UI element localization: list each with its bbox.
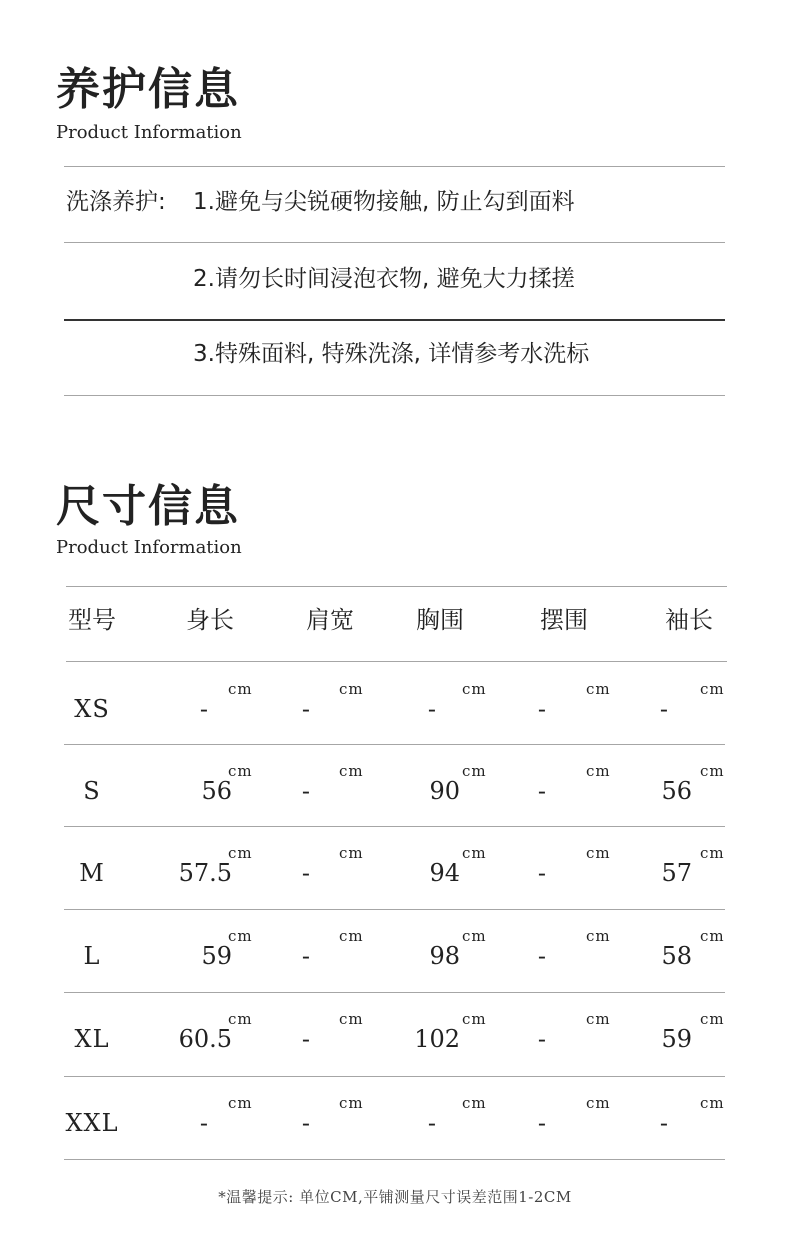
unit-label: cm: [586, 680, 611, 698]
size-value: 57.5: [178, 859, 232, 887]
unit-label: cm: [586, 762, 611, 780]
unit-label: cm: [700, 1010, 725, 1028]
size-value: -: [537, 1109, 546, 1137]
divider: [64, 992, 725, 993]
unit-label: cm: [228, 844, 253, 862]
unit-label: cm: [339, 762, 364, 780]
size-label: L: [83, 942, 101, 970]
unit-label: cm: [339, 844, 364, 862]
size-label: XS: [74, 695, 110, 723]
unit-label: cm: [700, 1094, 725, 1112]
unit-label: cm: [462, 1094, 487, 1112]
unit-label: cm: [339, 1010, 364, 1028]
size-value: 98: [429, 942, 460, 970]
unit-label: cm: [586, 927, 611, 945]
size-value: 56: [201, 777, 232, 805]
unit-label: cm: [228, 680, 253, 698]
size-value: -: [537, 695, 546, 723]
divider: [64, 242, 725, 243]
size-value: -: [659, 695, 668, 723]
unit-label: cm: [339, 1094, 364, 1112]
size-value: -: [301, 942, 310, 970]
care-item-2: 2.请勿长时间浸泡衣物, 避免大力揉搓: [193, 266, 575, 292]
size-value: -: [537, 777, 546, 805]
care-section-subtitle: Product Information: [56, 122, 242, 143]
unit-label: cm: [228, 927, 253, 945]
size-value: -: [537, 942, 546, 970]
size-value: -: [301, 1109, 310, 1137]
size-label: S: [83, 777, 101, 805]
divider: [64, 1076, 725, 1077]
size-value: -: [301, 777, 310, 805]
unit-label: cm: [339, 680, 364, 698]
size-value: -: [199, 1109, 208, 1137]
size-value: -: [427, 695, 436, 723]
unit-label: cm: [586, 1094, 611, 1112]
care-label: 洗涤养护:: [66, 189, 166, 215]
size-value: 56: [661, 777, 692, 805]
divider: [64, 395, 725, 396]
divider: [64, 319, 725, 321]
size-value: -: [301, 695, 310, 723]
divider: [66, 661, 727, 662]
size-value: 94: [429, 859, 460, 887]
header-shoulder: 肩宽: [306, 606, 354, 634]
unit-label: cm: [462, 680, 487, 698]
size-value: -: [301, 859, 310, 887]
size-section-title: 尺寸信息: [56, 481, 240, 532]
divider: [64, 1159, 725, 1160]
unit-label: cm: [462, 1010, 487, 1028]
care-item-1: 1.避免与尖锐硬物接触, 防止勾到面料: [193, 189, 575, 215]
care-item-3: 3.特殊面料, 特殊洗涤, 详情参考水洗标: [193, 341, 590, 367]
size-value: 59: [661, 1025, 692, 1053]
divider: [64, 909, 725, 910]
size-value: -: [537, 859, 546, 887]
header-model: 型号: [68, 606, 116, 634]
size-value: -: [199, 695, 208, 723]
divider: [64, 166, 725, 167]
unit-label: cm: [700, 762, 725, 780]
size-label: XXL: [65, 1109, 119, 1137]
header-length: 身长: [186, 606, 234, 634]
unit-label: cm: [228, 1010, 253, 1028]
header-chest: 胸围: [416, 606, 464, 634]
size-label: XL: [74, 1025, 110, 1053]
size-value: -: [427, 1109, 436, 1137]
unit-label: cm: [700, 927, 725, 945]
size-value: 90: [429, 777, 460, 805]
size-value: -: [537, 1025, 546, 1053]
unit-label: cm: [462, 844, 487, 862]
unit-label: cm: [700, 680, 725, 698]
size-value: 57: [661, 859, 692, 887]
size-value: 60.5: [178, 1025, 232, 1053]
unit-label: cm: [462, 762, 487, 780]
size-value: 59: [201, 942, 232, 970]
header-hem: 摆围: [540, 606, 588, 634]
divider: [64, 744, 725, 745]
unit-label: cm: [462, 927, 487, 945]
size-value: 102: [414, 1025, 460, 1053]
unit-label: cm: [586, 1010, 611, 1028]
unit-label: cm: [586, 844, 611, 862]
unit-label: cm: [339, 927, 364, 945]
size-value: 58: [661, 942, 692, 970]
divider: [64, 826, 725, 827]
table-top-border: [66, 586, 727, 587]
size-label: M: [79, 859, 105, 887]
unit-label: cm: [700, 844, 725, 862]
care-section-title: 养护信息: [56, 64, 240, 115]
size-value: -: [659, 1109, 668, 1137]
unit-label: cm: [228, 1094, 253, 1112]
size-note: *温馨提示: 单位CM,平铺测量尺寸误差范围1-2CM: [218, 1188, 572, 1206]
header-sleeve: 袖长: [665, 606, 713, 634]
size-section-subtitle: Product Information: [56, 537, 242, 558]
size-value: -: [301, 1025, 310, 1053]
unit-label: cm: [228, 762, 253, 780]
